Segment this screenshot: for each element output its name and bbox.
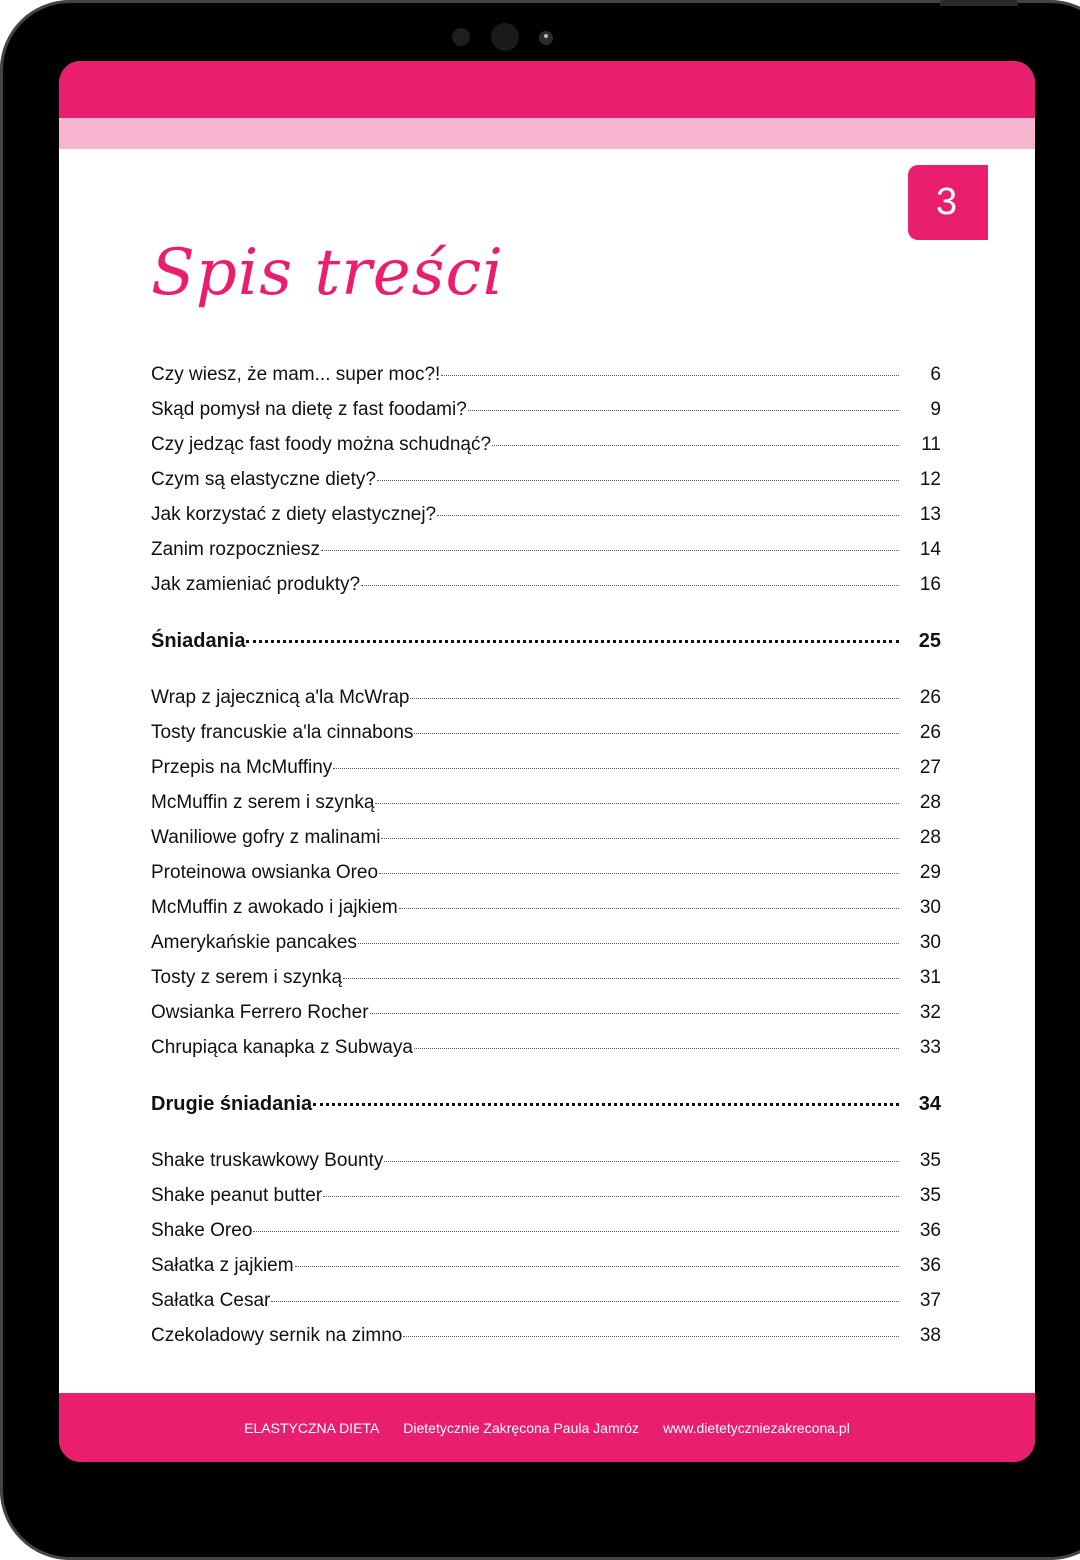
toc-leader-dots — [313, 1103, 899, 1106]
toc-leader-dots — [321, 550, 899, 551]
toc-entry-page: 33 — [919, 1037, 941, 1058]
toc-entry[interactable] — [151, 862, 941, 897]
toc-entry[interactable] — [151, 1220, 941, 1255]
table-of-contents — [151, 364, 941, 1360]
toc-entry-label: Zanim rozpoczniesz — [151, 539, 320, 560]
toc-entry-page: 25 — [918, 630, 941, 652]
toc-entry-label: Chrupiąca kanapka z Subwaya — [151, 1037, 413, 1058]
toc-entry-page: 6 — [930, 364, 941, 385]
toc-entry-label: Jak korzystać z diety elastycznej? — [151, 504, 437, 525]
toc-entry-page: 29 — [919, 862, 941, 883]
toc-entry[interactable] — [151, 1325, 941, 1360]
toc-entry-label: McMuffin z serem i szynką — [151, 792, 375, 813]
toc-entry[interactable] — [151, 932, 941, 967]
toc-leader-dots — [414, 733, 899, 734]
toc-leader-dots — [377, 480, 899, 481]
toc-entry-page: 26 — [919, 722, 941, 743]
toc-leader-dots — [403, 1336, 899, 1337]
toc-leader-dots — [437, 515, 899, 516]
toc-entry[interactable] — [151, 827, 941, 862]
toc-entry[interactable] — [151, 364, 941, 399]
toc-entry-page: 37 — [919, 1290, 941, 1311]
toc-entry[interactable] — [151, 1255, 941, 1290]
toc-leader-dots — [343, 978, 899, 979]
toc-entry-page: 30 — [919, 932, 941, 953]
toc-entry-label: Tosty francuskie a'la cinnabons — [151, 722, 414, 743]
toc-leader-dots — [379, 873, 899, 874]
toc-entry-page: 30 — [919, 897, 941, 918]
toc-entry-label: Czym są elastyczne diety? — [151, 469, 376, 490]
toc-entry-label: Jak zamieniać produkty? — [151, 574, 361, 595]
toc-entry-label: McMuffin z awokado i jajkiem — [151, 897, 398, 918]
toc-entry-label: Śniadania — [151, 630, 246, 652]
intro-list — [151, 364, 941, 609]
toc-leader-dots — [492, 445, 899, 446]
toc-entry-page: 27 — [919, 757, 941, 778]
toc-entry[interactable] — [151, 687, 941, 722]
toc-leader-dots — [246, 640, 899, 643]
toc-entry-label: Skąd pomysł na dietę z fast foodami? — [151, 399, 467, 420]
footer-brand: ELASTYCZNA DIETA — [244, 1419, 380, 1436]
toc-entry-label: Shake peanut butter — [151, 1185, 323, 1206]
toc-entry-page: 11 — [921, 434, 941, 455]
toc-entry-page: 36 — [919, 1255, 941, 1276]
toc-leader-dots — [399, 908, 899, 909]
toc-entry[interactable] — [151, 1290, 941, 1325]
toc-entry-page: 28 — [919, 792, 941, 813]
toc-entry[interactable] — [151, 757, 941, 792]
toc-entry-page: 13 — [919, 504, 941, 525]
toc-entry-page: 35 — [919, 1185, 941, 1206]
toc-leader-dots — [384, 1161, 899, 1162]
toc-entry[interactable] — [151, 967, 941, 1002]
header-band-light — [59, 118, 1035, 149]
toc-entry-label: Sałatka Cesar — [151, 1290, 271, 1311]
toc-entry-label: Wrap z jajecznicą a'la McWrap — [151, 687, 410, 708]
toc-entry[interactable] — [151, 1150, 941, 1185]
toc-leader-dots — [361, 585, 899, 586]
sections-list — [151, 630, 941, 1360]
toc-entry-label: Przepis na McMuffiny — [151, 757, 333, 778]
toc-entry[interactable] — [151, 399, 941, 434]
toc-leader-dots — [271, 1301, 899, 1302]
toc-entry-label: Drugie śniadania — [151, 1093, 313, 1115]
toc-entry-label: Sałatka z jajkiem — [151, 1255, 294, 1276]
toc-leader-dots — [375, 803, 899, 804]
toc-entry[interactable] — [151, 1037, 941, 1072]
toc-entry[interactable] — [151, 792, 941, 827]
toc-entry[interactable] — [151, 897, 941, 932]
footer-website[interactable]: www.dietetyczniezakrecona.pl — [663, 1419, 850, 1436]
toc-entry[interactable] — [151, 722, 941, 757]
toc-entry[interactable] — [151, 1185, 941, 1220]
toc-entry-label: Czekoladowy sernik na zimno — [151, 1325, 403, 1346]
toc-entry-page: 31 — [919, 967, 941, 988]
toc-entry[interactable] — [151, 469, 941, 504]
toc-entry-page: 14 — [919, 539, 941, 560]
toc-entry-label: Shake truskawkowy Bounty — [151, 1150, 384, 1171]
toc-entry-page: 36 — [919, 1220, 941, 1241]
toc-leader-dots — [381, 838, 899, 839]
toc-entry[interactable] — [151, 504, 941, 539]
header-band — [59, 61, 1035, 118]
page-title: Spis treści — [151, 236, 504, 310]
toc-leader-dots — [333, 768, 899, 769]
toc-entry[interactable] — [151, 539, 941, 574]
tablet-side-button — [940, 0, 1018, 6]
toc-entry[interactable] — [151, 574, 941, 609]
toc-entry-page: 26 — [919, 687, 941, 708]
page-number-tab: 3 — [908, 165, 988, 240]
toc-entry-label: Amerykańskie pancakes — [151, 932, 357, 953]
toc-leader-dots — [410, 698, 899, 699]
toc-entry-page: 38 — [919, 1325, 941, 1346]
toc-entry-label: Proteinowa owsianka Oreo — [151, 862, 379, 883]
toc-entry-page: 35 — [919, 1150, 941, 1171]
toc-leader-dots — [468, 410, 899, 411]
footer — [59, 1393, 1035, 1462]
toc-leader-dots — [414, 1048, 899, 1049]
camera-icon — [491, 23, 519, 51]
toc-entry-label: Waniliowe gofry z malinami — [151, 827, 381, 848]
toc-entry-page: 34 — [918, 1093, 941, 1115]
toc-entry-page: 12 — [919, 469, 941, 490]
toc-leader-dots — [358, 943, 899, 944]
toc-entry[interactable] — [151, 434, 941, 469]
toc-entry-label: Shake Oreo — [151, 1220, 253, 1241]
toc-entry-label: Czy jedząc fast foody można schudnąć? — [151, 434, 492, 455]
toc-leader-dots — [441, 375, 899, 376]
toc-entry-label: Owsianka Ferrero Rocher — [151, 1002, 369, 1023]
toc-section-heading[interactable] — [151, 1093, 941, 1129]
sensor-icon — [452, 28, 470, 46]
toc-entry-page: 28 — [919, 827, 941, 848]
toc-entry[interactable] — [151, 1002, 941, 1037]
toc-entry-page: 32 — [919, 1002, 941, 1023]
toc-leader-dots — [323, 1196, 899, 1197]
toc-section-heading[interactable] — [151, 630, 941, 666]
camera-lens-icon — [539, 31, 553, 45]
toc-entry-label: Czy wiesz, że mam... super moc?! — [151, 364, 441, 385]
document-page — [59, 61, 1035, 1462]
toc-leader-dots — [370, 1013, 899, 1014]
footer-author: Dietetycznie Zakręcona Paula Jamróz — [403, 1419, 640, 1436]
toc-entry-page: 9 — [930, 399, 941, 420]
toc-entry-page: 16 — [919, 574, 941, 595]
toc-entry-label: Tosty z serem i szynką — [151, 967, 343, 988]
toc-leader-dots — [253, 1231, 899, 1232]
toc-leader-dots — [295, 1266, 899, 1267]
